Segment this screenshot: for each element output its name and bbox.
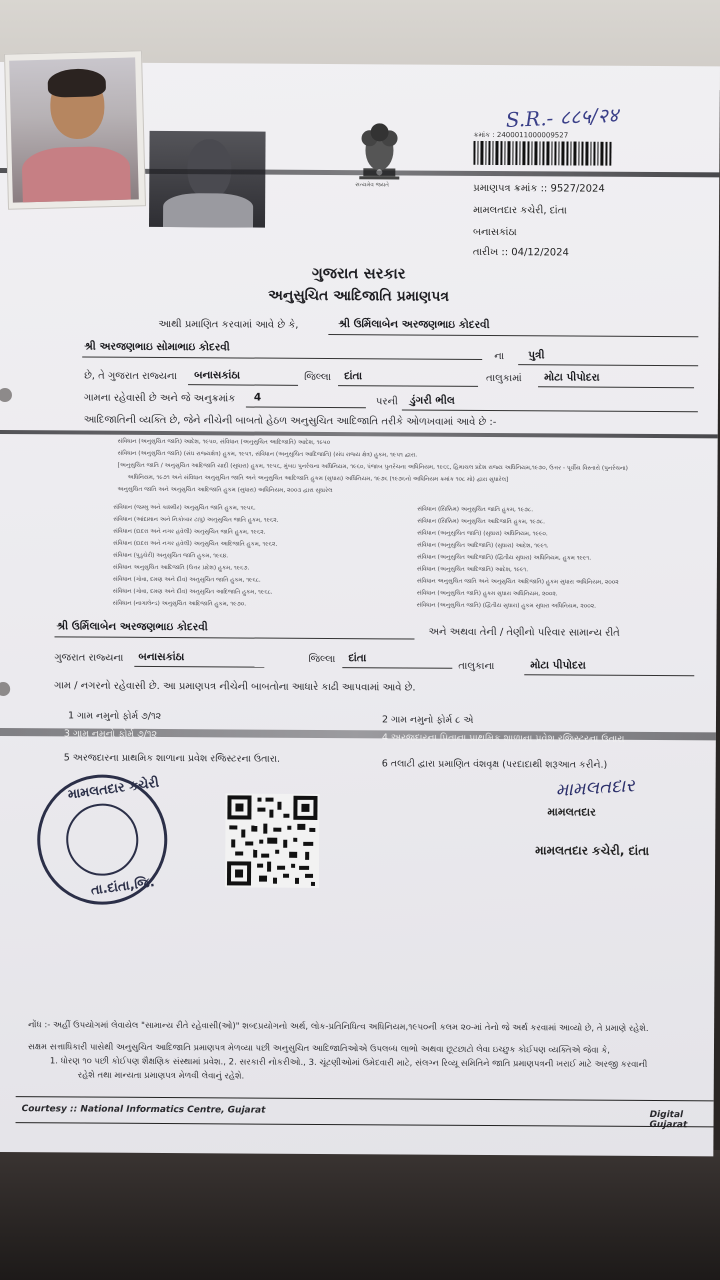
document-item: 1 ગામ નમુનો ફોર્મ ૭/૧૨ — [67, 710, 162, 722]
tribe-text: આદિજાતિની વ્યક્તિ છે, જેને નીચેની બાબતો હેઠળ અનુસુચિત આદિજાતિ તરીકે ઓળખવામાં આવે છે :- — [83, 414, 497, 429]
issuing-district: બનાસકાંઠા — [472, 226, 517, 239]
legal-order-right: સંવિધાન (અનુસુચિત જાતિ) હુકમ સુધારા અધિનિયમ, ૨૦૦૨. — [416, 590, 558, 598]
legal-order-left: સંવિધાન (દાદરા અને નગર હવેલી) અનુસુચિત જાતિ હુકમ, ૧૯૬૨. — [113, 528, 266, 536]
legal-preamble-line: સંવિધાન (અનુસુચિત જાતિ) (સંઘ રાજ્યક્ષેત્ર) હુકમ, ૧૯૫૧, સંવિધાન (અનુસુચિત આદિજાતિ) (સંઘ રાજ્ય ક્ષેત્ર) હુકમ, ૧૯૫૧ દ્વારા. — [117, 450, 418, 459]
residence-district-label: જિલ્લા — [308, 653, 336, 666]
scan-shadow-band — [0, 430, 718, 438]
legal-preamble-line: [અનુસુચિત જાતિ / અનુસુચિત આદિજાતિ યાદી (સુધારા) હુકમ, ૧૯૫૬, મુંબઇ પુનર્રચના અધિનિયમ, ૧૯૬૦, પંજાબ પુનર્રચના અધિનિયમ, ૧૯૬૬, હિમાચલ પ્રદેશ રાજ્ય અધિનિયમ,૧૯૭૦, ઉત્તર - પૂર્વીય વિસ્તારો (પુનર્રચના) — [117, 462, 628, 472]
legal-order-right: સંવિધાન (અનુસુચિત જાતિ) (દ્વિતીય સુધારા) હુકમ સુધારા અધિનિયમ, ૨૦૦૨. — [416, 602, 597, 610]
fill-line — [338, 385, 478, 387]
printed-photo — [149, 131, 266, 228]
barcode-label: ક્રમાંક : 2400011000009527 — [473, 130, 569, 140]
legal-order-left: સંવિધાન (આંદામાન અને નિકોબાર ટાપુ) અનુસુચિત જાતિ હુકમ, ૧૯૬૨. — [113, 516, 279, 524]
legal-order-right: સંવિધાન (અનુસુચિત આદિજાતિ) આદેશ, ૧૯૯૧. — [416, 566, 529, 574]
resident-name: શ્રી ઉર્મિલાબેન અરજણભાઇ કોદરવી — [56, 620, 208, 634]
legal-order-left: સંવિધાન (જમ્મુ અને કાશ્મીર) અનુસુચિત જાતિ હુકમ, ૧૯૫૬. — [113, 504, 256, 512]
punch-hole — [0, 388, 12, 402]
legal-preamble-line: અનુસુચિત જાતિ અને અનુસુચિત આદિજાતિ હુકમ (સુધારા) અધિનિયમ, ૨૦૦૩ દ્વારા સુધારેલ — [117, 486, 333, 495]
legal-order-right: સંવિધાન (સિક્કિમ) અનુસુચિત આદિજાતિ હુકમ, ૧૯૭૮. — [417, 518, 545, 526]
taluka-value: દાંતા — [344, 370, 363, 383]
fill-line — [54, 636, 414, 639]
legal-order-left: સંવિધાન (પુડુચેરી) અનુસુચિત જાતિ હુકમ, ૧૯૬૪. — [112, 552, 229, 560]
document-item: 5 અરજદારના પ્રાથમિક શાળાના પ્રવેશ રજિસ્ટરના ઉતારા. — [63, 752, 281, 765]
legal-order-left: સંવિધાન અનુસુચિત આદિજાતિ (ઉત્તર પ્રદેશ) હુકમ, ૧૯૬૭. — [112, 564, 250, 572]
serial-number: 4 — [253, 391, 262, 404]
relation-value: પુત્રી — [528, 349, 545, 362]
emblem-caption: સત્યમેવ જયતે — [355, 182, 389, 189]
legal-order-right: સંવિધાન (અનુસુચિત જાતિ) (સુધારા) અધિનિયમ, ૧૯૯૦. — [417, 530, 548, 538]
legal-order-right: સંવિધાન (અનુસુચિત આદિજાતિ) (સુધારા) આદેશ, ૧૯૯૧. — [417, 542, 549, 550]
document-item: 4 અરજદારના પિતાના પ્રાથમિક શાળાના પ્રવેશ રજિસ્ટરના ઉતારા — [381, 732, 625, 745]
barcode — [473, 141, 611, 166]
residence-taluka-label: તાલુકાના — [458, 660, 495, 673]
note-line: સક્ષમ સત્તાધિકારી પાસેથી અનુસુચિત આદિજાતિ પ્રમાણપત્ર મેળવ્યા પછી અનુસુચિત આદિજાતિઓએ ઉપલબ્ધ લાભો અથવા છૂટછાટો લેવા ઇચ્છુક કોઈપણ વ્યક્તિએ જેવા કે, — [27, 1042, 611, 1056]
seal-top-text: મામલતદાર કચેરી — [67, 775, 160, 803]
state-label: ગુજરાત રાજ્યના — [54, 652, 124, 664]
signatory-office: મામલતદાર કચેરી, દાંતા — [535, 843, 650, 858]
taluka-label: તાલુકામાં — [486, 372, 522, 385]
document-item: 3 ગામ નમુનો ફોર્મ ૭/૧૨ — [63, 728, 158, 740]
note-line: નોંધ :- અહીં ઉપયોગમાં લેવાયેલ "સામાન્ય રીતે રહેવાસી(ઓ)" શબ્દપ્રયોગનો અર્થ, લોક-પ્રતિનિધિત્વ અધિનિયમ,૧૯૫૦ની કલમ ૨૦-માં તેનો જે અર્થ કરવામાં આવ્યો છે, તે પ્રમાણે રહેશે. — [28, 1020, 649, 1034]
state-prefix: છે, તે ગુજરાત રાજ્યના — [84, 370, 177, 383]
legal-preamble-line: અધિનિયમ, ૧૯૭૧ અને સંવિધાન અનુસુચિત જાતિ અને અનુસુચિત આદિજાતિ હુકમ (સુધારા) અધિનિયમ, ૧૯૭૬ (૧૯૭૬નો અધિનિયમ ક્રમાંક ૧૦૮ મો) દ્વારા સુધારેલ] — [127, 474, 509, 484]
caste-label: પરની — [375, 396, 398, 408]
office-seal-stamp — [29, 767, 175, 913]
district-value: બનાસકાંઠા — [194, 369, 241, 382]
fill-line — [188, 384, 298, 386]
fill-line — [328, 334, 698, 337]
fill-line — [524, 674, 694, 676]
legal-order-right: સંવિધાન અનુસુચિત જાતિ અને અનુસુચિત આદિજાતિ) હુકમ સુધારા અધિનિયમ, ૨૦૦૨ — [416, 578, 619, 586]
fill-line — [134, 666, 264, 668]
intro-text: આથી પ્રમાણિત કરવામાં આવે છે કે, — [158, 318, 299, 331]
seal-bottom-text: તા.દાંતા,જિ. — [90, 875, 156, 899]
legal-order-right: સંવિધાન (સિક્કિમ) અનુસુચિત જાતિ હુકમ, ૧૯૭૮. — [417, 506, 534, 514]
father-name: શ્રી અરજણભાઇ સોમાભાઇ કોદરવી — [84, 340, 230, 354]
fill-line — [246, 407, 366, 409]
footer-rule — [16, 1122, 714, 1127]
punch-hole — [0, 682, 10, 696]
issue-date: તારીખ :: 04/12/2024 — [472, 246, 569, 259]
fill-line — [518, 364, 698, 366]
resident-text: ગામના રહેવાસી છે અને જે અનુક્રમાંક — [83, 392, 236, 405]
certificate-paper — [0, 62, 720, 1156]
footer-rule — [16, 1096, 714, 1101]
government-title: ગુજરાત સરકાર — [311, 263, 406, 283]
document-item: 2 ગામ નમુનો ફોર્મ ૮ એ — [381, 714, 474, 726]
basis-text: ગામ / નગરનો રહેવાસી છે. આ પ્રમાણપત્ર નીચેની બાબતોના આધારે કાઢી આપવામાં આવે છે. — [54, 680, 416, 694]
note-line: રહેશે તથા માન્યતા પ્રમાણપત્ર મેળવી લેવાનું રહેશે. — [77, 1070, 245, 1082]
certificate-number: પ્રમાણપત્ર ક્રમાંક :: 9527/2024 — [473, 182, 605, 195]
legal-preamble-line: સંવિધાન (અનુસુચિત જાતિ) આદેશ, ૧૯૫૦, સંવિધાન (અનુસુચિત આદિજાતિ) આદેશ, ૧૯૫૦ — [117, 438, 331, 447]
caste-value: ડુંગરી ભીલ — [409, 394, 455, 407]
qr-code — [225, 793, 320, 888]
relation-suffix: ના — [494, 351, 505, 363]
village-value: મોટા પીપોદરા — [544, 371, 600, 384]
residence-district-value: બનાસકાંઠા — [138, 650, 185, 664]
family-text: અને અથવા તેની / તેણીનો પરિવાર સામાન્ય રીતે — [428, 626, 620, 639]
legal-order-left: સંવિધાન (નાગાલેન્ડ) અનુસુચિત આદિજાતિ હુકમ, ૧૯૭૦. — [112, 600, 247, 608]
footer-courtesy: Courtesy :: National Informatics Centre, Gujarat — [21, 1104, 266, 1116]
fill-line — [538, 386, 694, 388]
applicant-name: શ્રી ઉર્મિલાબેન અરજણભાઇ કોદરવી — [338, 318, 490, 331]
fill-line — [402, 409, 698, 412]
legal-order-left: સંવિધાન (ગોવા, દમણ અને દીવ) અનુસુચિત આદિજાતિ હુકમ, ૧૯૬૮. — [112, 588, 273, 596]
signature-mark: મામલતદાર — [554, 775, 636, 802]
note-line: 1. ધોરણ ૧૦ પછી કોઈપણ શૈક્ષણિક સંસ્થામાં પ્રવેશ., 2. સરકારી નોકરીઓ., 3. ચૂંટણીઓમાં ઉમેદવારી માટે, સંલગ્ન રિવ્યૂ સમિતિને જાતિ પ્રમાણપત્રની ખરાઈ માટે અરજી કરવાની — [49, 1056, 648, 1070]
residence-taluka-value: દાંતા — [348, 652, 367, 665]
signatory-title: મામલતદાર — [547, 805, 596, 819]
footer-brand: Digital Gujarat — [649, 1109, 688, 1131]
document-item: 6 તલાટી દ્વારા પ્રમાણિત વંશવૃક્ષ (પરદાદાથી શરૂઆત કરીને.) — [381, 758, 608, 771]
district-label: જિલ્લા — [304, 371, 332, 384]
fill-line — [82, 357, 482, 360]
attached-photo — [4, 50, 146, 210]
table-surface — [0, 1150, 720, 1280]
handwritten-reference: S.R.- ८८५/२४ — [505, 102, 619, 133]
certificate-title: અનુસુચિત આદિજાતિ પ્રમાણપત્ર — [268, 287, 450, 305]
issuing-office: મામલતદાર કચેરી, દાંતા — [473, 204, 567, 217]
legal-order-left: સંવિધાન (ગોવા, દમણ અને દીવ) અનુસુચિત જાતિ હુકમ, ૧૯૬૮. — [112, 576, 261, 584]
national-emblem-icon — [349, 116, 409, 188]
legal-order-right: સંવિધાન (અનુસુચિત આદિજાતિ) (દ્વિતીય સુધારા) અધિનિયમ, હુકમ ૧૯૯૧. — [416, 554, 592, 562]
residence-village-value: મોટા પીપોદરા — [530, 659, 586, 672]
fill-line — [342, 667, 452, 669]
legal-order-left: સંવિધાન (દાદરા અને નગર હવેલી) અનુસુચિત આદિજાતિ હુકમ, ૧૯૬૨. — [113, 540, 278, 548]
